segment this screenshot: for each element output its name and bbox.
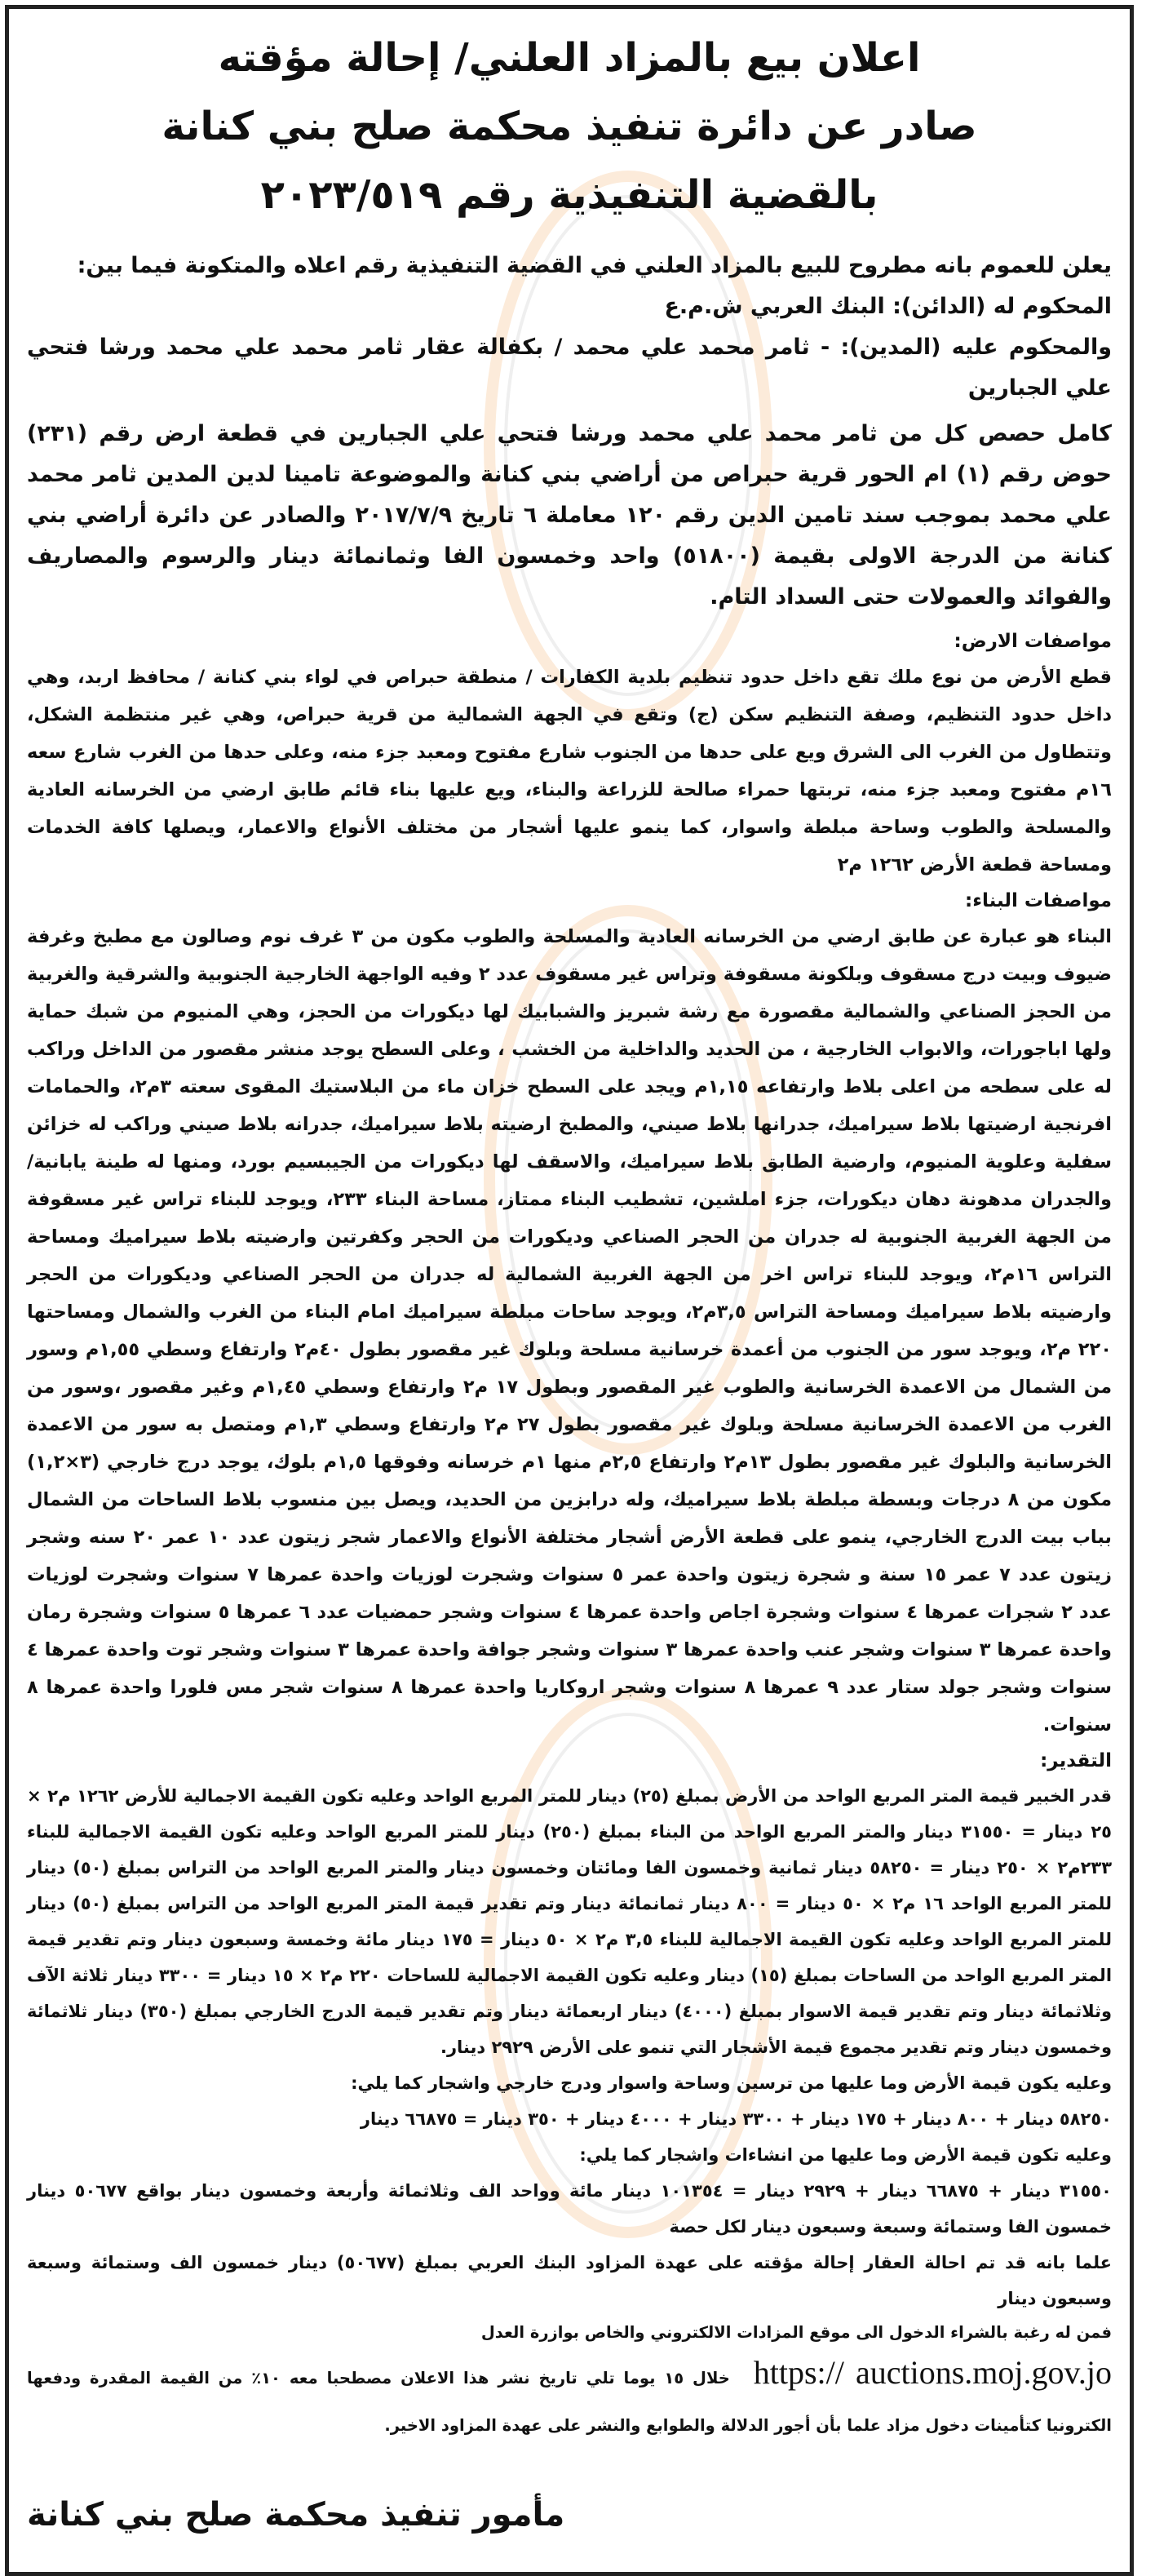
valuation-text: قدر الخبير قيمة المتر المربع الواحد من الأرض بمبلغ (٢٥) دينار للمتر المربع الواحد وعليه تكون القيمة الاجمالية للأرض ١٢٦٢ م٢ × ٢٥ دينار = ٣١٥٥٠ دينار والمتر المربع الواحد من البناء بمبلغ (٢٥٠) دينار للمتر المربع الواحد وعليه تكون القيمة الاجمالية للبناء ٢٣٣م٢ × ٢٥٠ دينار = ٥٨٢٥٠ دينار ثمانية وخمسون الفا ومائتان وخمسون دينار والمتر المربع الواحد من التراس بمبلغ (٥٠) دينار للمتر المربع الواحد ١٦ م٢ × ٥٠ دينار = ٨٠٠ دينار ثمانمائة دينار وتم تقدير قيمة المتر المربع الواحد من التراس بمبلغ (٥٠) دينار للمتر المربع الواحد وعليه تكون القيمة الاجمالية للبناء ٣,٥ م٢ × ٥٠ دينار = ١٧٥ دينار مائة وخمسة وسبعون دينار وتم تقدير قيمة المتر المربع الواحد من الساحات بمبلغ (١٥) دينار وعليه تكون القيمة الاجمالية للساحات ٢٢٠ م٢ × ١٥ دينار = ٣٣٠٠ دينار ثلاثة الآف وثلاثمائة دينار وتم تقدير قيمة الاسوار بمبلغ (٤٠٠٠) دينار اربعمائة دينار وتم تقدير قيمة الدرج الخارجي بمبلغ (٣٥٠) دينار ثلاثمائة وخمسون دينار وتم تقدير مجموع قيمة الأشجار التي تنمو على الأرض ٢٩٢٩ دينار.: [27, 1786, 1113, 2057]
auction-url-link[interactable]: https:// auctions.moj.gov.jo: [753, 2354, 1113, 2391]
land-description: قطع الأرض من نوع ملك تقع داخل حدود تنظيم بلدية الكفارات / منطقة حبراص في لواء بني كنانة / محافظ اربد، وهي داخل حدود التنظيم، وصفة التنظيم سكن (ج) وتقع في الجهة الشمالية من قرية حبراص، وهي غير منتظمة الشكل، وتتطاول من الغرب الى الشرق ويع على حدها من الجنوب شارع مفتوح ومعبد جزء منه، وعلى حدها من الغرب شارع سعه ١٦م مفتوح ومعبد جزء منه، تربتها حمراء صالحة للزراعة والبناء، ويع عليها بناء قائم طابق ارضي من الخرسانه العادية والمسلحة والطوب وساحة مبلطة واسوار، كما ينمو عليها أشجار من مختلف الأنواع والاعمار، ويصلها كافة الخدمات ومساحة قطعة الأرض ١٢٦٢ م٢: [27, 667, 1112, 876]
auction-notice: [5, 5, 1134, 2576]
instructions-line1: فمن له رغبة بالشراء الدخول الى موقع المزادات الالكتروني والخاص بوازرة العدل: [480, 2323, 1112, 2342]
announcement-text: يعلن للعموم بانه مطروح للبيع بالمزاد العلني في القضية التنفيذية رقم اعلاه والمتكونة فيما بين:: [77, 253, 1112, 278]
shares-text: كامل حصص كل من ثامر محمد علي محمد ورشا فتحي علي الجبارين في قطعة ارض رقم (٢٣١) حوض رقم (١) ام الحور قرية حبراص من أراضي بني كنانة والموضوعة تامينا لدين المدين ثامر محمد علي محمد بموجب سند تامين الدين رقم ١٢٠ معاملة ٦ تاريخ ٢٠١٧/٧/٩ والصادر عن دائرة أراضي بني كنانة من الدرجة الاولى بقيمة (٥١٨٠٠) واحد وخمسون الفا وثمانمائة دينار والرسوم والمصاريف والفوائد والعمولات حتى السداد التام.: [27, 421, 1112, 610]
instructions-text: خلال ١٥ يوما تلي تاريخ نشر هذا الاعلان مصطحبا معه ١٠٪ من القيمة المقدرة ودفعها الكترونيا كتأمينات دخول مزاد علما بأن أجور الدلالة والطوابع والنشر على عهدة المزاود الاخير.: [27, 2369, 1112, 2435]
intro-section: [27, 246, 1112, 618]
building-description: البناء هو عبارة عن طابق ارضي من الخرسانه العادية والمسلحة والطوب مكون من ٣ غرف نوم وصالون مع مطبخ وغرفة ضيوف وبيت درج مسقوف وبلكونة مسقوفة وتراس غير مسقوف عدد ٢ وفيه الواجهة الخارجية الجنوبية والشرقية والغربية من الحجز الصناعي والشمالية مقصورة مع رشة شبريز والشبابيك لها ديكورات من الحجز، وهي المنيوم من شبك حماية ولها اباجورات، والابواب الخارجية ، من الحديد والداخلية من الخشب ، وعلى السطح يوجد منشر مقصور من الداخل وراكب له على سطحه من اعلى بلاط وارتفاعه ١,١٥م ويجد على السطح خزان ماء من البلاستيك المقوى سعته ٣م٢، والحمامات افرنجية ارضيتها بلاط سيراميك، جدرانها بلاط صيني، والمطبخ ارضيته بلاط سيراميك، جدرانه بلاط صيني وراكب له خزائن سفلية وعلوية المنيوم، وارضية الطابق بلاط سيراميك، والاسقف لها ديكورات من الجيبسيم بورد، ومنها له طينة يابانية/ والجدران مدهونة دهان ديكورات، جزء املشين، تشطيب البناء ممتاز، مساحة البناء ٢٣٣، ويوجد للبناء تراس غير مسقوفة من الجهة الغربية الجنوبية له جدران من الحجر الصناعي وديكورات من الحجر وكفرتين وارضيته بلاط سيراميك ومساحة التراس ١٦م٢، ويوجد للبناء تراس اخر من الجهة الغربية الشمالية له جدران من الحجر الصناعي وديكورات من الحجر وارضيته بلاط سيراميك ومساحة التراس ٣,٥م٢، ويوجد ساحات مبلطة سيراميك امام البناء من الغرب والشمال ومساحتها ٢٢٠ م٢، ويوجد سور من الجنوب من أعمدة خرسانية مسلحة وبلوك غير مقصور بطول ٤٠م٢ وارتفاع وسطي ١,٥٥م وسور من الشمال من الاعمدة الخرسانية والطوب غير المقصور وبطول ١٧ م٢ وارتفاع وسطي ١,٤٥م وغير مقصور ،وسور من الغرب من الاعمدة الخرسانية مسلحة وبلوك غير مقصور بطول ٢٧ م٢ وارتفاع وسطي ١,٣م ومتصل به سور من الاعمدة الخرسانية والبلوك غير مقصور بطول ١٣م٢ وارتفاع ٢,٥م منها ١م خرسانه وفوقها ١,٥م بلوك، يوجد درج خارجي (٣×١,٢) مكون من ٨ درجات وبسطة مبلطة بلاط سيراميك، وله درابزين من الحديد، ويصل بين منسوب بلاط الساحات من الشمال بباب بيت الدرج الخارجي، ينمو على قطعة الأرض أشجار مختلفة الأنواع والاعمار شجر زيتون عدد ١٠ عمر ٢٠ سنه وشجر زيتون عدد ٧ عمر ١٥ سنة و شجرة زيتون واحدة عمر ٥ سنوات وشجرت لوزيات واحدة عمرها ٧ سنوات وشجرت لوزيات عدد ٢ شجرات عمرها ٤ سنوات وشجرة اجاص واحدة عمرها ٤ سنوات وشجر حمضيات عدد ٦ عمرها ٥ سنوات وشجرة رمان واحدة عمرها ٣ سنوات وشجر عنب واحدة عمرها ٣ سنوات وشجر جوافة واحدة عمرها ٣ سنوات وشجر توت واحدة عمرها ٤ سنوات وشجر جولد ستار عدد ٩ عمرها ٨ سنوات وشجر اروكاريا واحدة عمرها ٨ سنوات شجر مس فلورا واحدة عمرها ٨ سنوات.: [27, 926, 1113, 1736]
notice-title: اعلان بيع بالمزاد العلني/ إحالة مؤقته: [218, 35, 921, 81]
issuing-court: صادر عن دائرة تنفيذ محكمة صلح بني كنانة: [162, 104, 977, 149]
building-heading: مواصفات البناء:: [965, 890, 1112, 911]
debtor-text: والمحكوم عليه (المدين): - ثامر محمد علي محمد / بكفالة عقار ثامر محمد علي محمد ورشا فتحي علي الجبارين: [27, 335, 1112, 401]
land-heading: مواصفات الارض:: [954, 631, 1112, 652]
creditor-text: المحكوم له (الدائن): البنك العربي ش.م.ع: [664, 294, 1112, 319]
improvements-sum: ٥٨٢٥٠ دينار + ٨٠٠ دينار + ١٧٥ دينار + ٣٣٠٠ دينار + ٤٠٠٠ دينار + ٣٥٠ دينار = ٦٦٨٧٥ دينار: [360, 2109, 1112, 2129]
instructions-line2: [27, 2349, 1112, 2450]
signature: مأمور تنفيذ محكمة صلح بني كنانة: [27, 2496, 565, 2534]
total-sum: ٣١٥٥٠ دينار + ٦٦٨٧٥ دينار + ٢٩٢٩ دينار = ١٠١٣٥٤ دينار مائة وواحد الف وثلاثمائة وأربعة وخمسون دينار بواقع ٥٠٦٧٧ دينار خمسون الفا وستمائة وسبعة وسبعون دينار لكل حصة: [27, 2181, 1112, 2237]
improvements-intro: وعليه يكون قيمة الأرض وما عليها من ترسين وساحة واسوار ودرج خارجي واشجار كما يلي:: [351, 2073, 1112, 2093]
referral-text: علما بانه قد تم احالة العقار إحالة مؤقته على عهدة المزاود البنك العربي بمبلغ (٥٠٦٧٧) دينار خمسون الف وستمائة وسبعة وسبعون دينار: [27, 2253, 1112, 2308]
valuation-heading: التقدير:: [1040, 1750, 1112, 1771]
total-intro: وعليه تكون قيمة الأرض وما عليها من انشاءات واشجار كما يلي:: [579, 2145, 1112, 2165]
case-number: بالقضية التنفيذية رقم ٢٠٢٣/٥١٩: [260, 172, 878, 218]
